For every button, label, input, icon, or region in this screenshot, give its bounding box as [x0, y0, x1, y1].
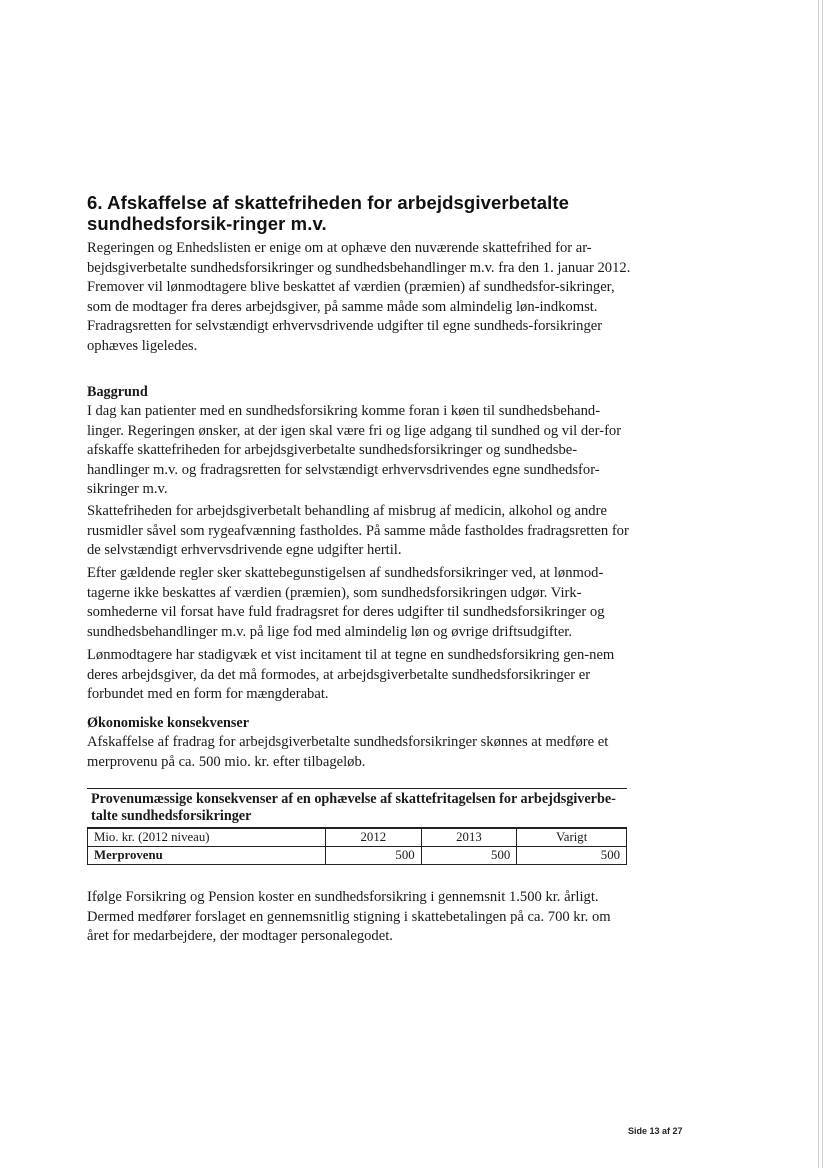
- table-row-label: Merprovenu: [88, 847, 326, 865]
- baggrund-block-3: [87, 564, 632, 642]
- baggrund-block-4: [87, 646, 632, 705]
- closing-paragraph: Ifølge Forsikring og Pension koster en sundhedsforsikring i gennemsnit 1.500 kr. årligt. Dermed medfører forslaget en gennemsnitlig stigning i skattebetalingen på ca. 700 kr. om året for medarbejdere, der modtager personalegodet.: [87, 889, 611, 945]
- table-cell: 500: [517, 847, 627, 865]
- revenue-table: [87, 828, 627, 865]
- table-header-cell: 2013: [421, 829, 517, 847]
- baggrund-paragraph-4: Lønmodtagere har stadigvæk et vist incitament til at tegne en sundhedsforsikring gen-nem deres arbejdsgiver, da det må formodes, at arbejdsgiverbetalte sundhedsforsikringer er forbundet med en form for mængderabat.: [87, 647, 615, 703]
- table-header-cell: 2012: [326, 829, 422, 847]
- table-header-row: [88, 829, 627, 847]
- table-title: Provenumæssige konsekvenser af en ophævelse af skattefritagelsen for arbejdsgiverbe-talte sundhedsforsikringer: [87, 788, 627, 828]
- oekonomi-title: Økonomiske konsekvenser: [87, 715, 249, 731]
- table-header-cell: Mio. kr. (2012 niveau): [88, 829, 326, 847]
- intro-paragraph: Regeringen og Enhedslisten er enige om at ophæve den nuværende skattefrihed for ar-bejdsgiverbetalte sundhedsforsikringer og sundhedsbehandlinger m.v. fra den 1. januar 2012. Fremover vil lønmodtagere blive beskattet af værdien (præmien) af sundhedsfor-sikringer, som de modtager fra deres arbejdsgiver, på samme måde som almindelig løn-indkomst. Fradragsretten for selvstændigt erhvervsdrivende udgifter til egne sundheds-forsikringer ophæves ligeledes.: [87, 240, 631, 354]
- baggrund-paragraph-3: Efter gældende regler sker skattebegunstigelsen af sundhedsforsikringer ved, at lønmod-tagerne ikke beskattes af værdien (præmien), som sundhedsforsikringen udgør. Virk-somhederne vil forsat have fuld fradragsret for deres udgifter til sundhedsforsikringer og sundhedsbehandlinger m.v. på lige fod med almindelig løn og øvrige driftsudgifter.: [87, 565, 605, 640]
- document-page: [87, 192, 632, 246]
- table-cell: 500: [421, 847, 517, 865]
- scan-edge-line: [818, 0, 819, 1168]
- baggrund-block-2: [87, 502, 632, 561]
- baggrund-block: [87, 383, 632, 500]
- oekonomi-block: [87, 714, 632, 772]
- baggrund-title: Baggrund: [87, 384, 148, 400]
- intro-block: [87, 239, 632, 357]
- page-number: Side 13 af 27: [628, 1126, 683, 1136]
- section-heading: 6. Afskaffelse af skattefriheden for arbejdsgiverbetalte sundhedsforsik-ringer m.v.: [87, 192, 569, 234]
- table-row: [88, 847, 627, 865]
- table-cell: 500: [326, 847, 422, 865]
- baggrund-paragraph-2: Skattefriheden for arbejdsgiverbetalt behandling af misbrug af medicin, alkohol og andre rusmidler såvel som rygeafvænning fastholdes. På samme måde fastholdes fradragsretten for de selvstændigt erhvervsdrivende egne udgifter hertil.: [87, 503, 629, 559]
- revenue-table-wrap: [87, 788, 627, 865]
- closing-block: [87, 888, 632, 947]
- scan-edge-line: [822, 0, 823, 1168]
- baggrund-paragraph-1: I dag kan patienter med en sundhedsforsikring komme foran i køen til sundhedsbehand-linger. Regeringen ønsker, at der igen skal være fri og lige adgang til sundhed og vil der-for afskaffe skattefriheden for arbejdsgiverbetalte sundhedsforsikringer og sundhedsbe-handlinger m.v. og fradragsretten for selvstændigt erhvervsdrivendes egne sundhedsfor-sikringer m.v.: [87, 403, 622, 498]
- oekonomi-paragraph: Afskaffelse af fradrag for arbejdsgiverbetalte sundhedsforsikringer skønnes at medføre et merprovenu på ca. 500 mio. kr. efter tilbageløb.: [87, 734, 609, 770]
- table-header-cell: Varigt: [517, 829, 627, 847]
